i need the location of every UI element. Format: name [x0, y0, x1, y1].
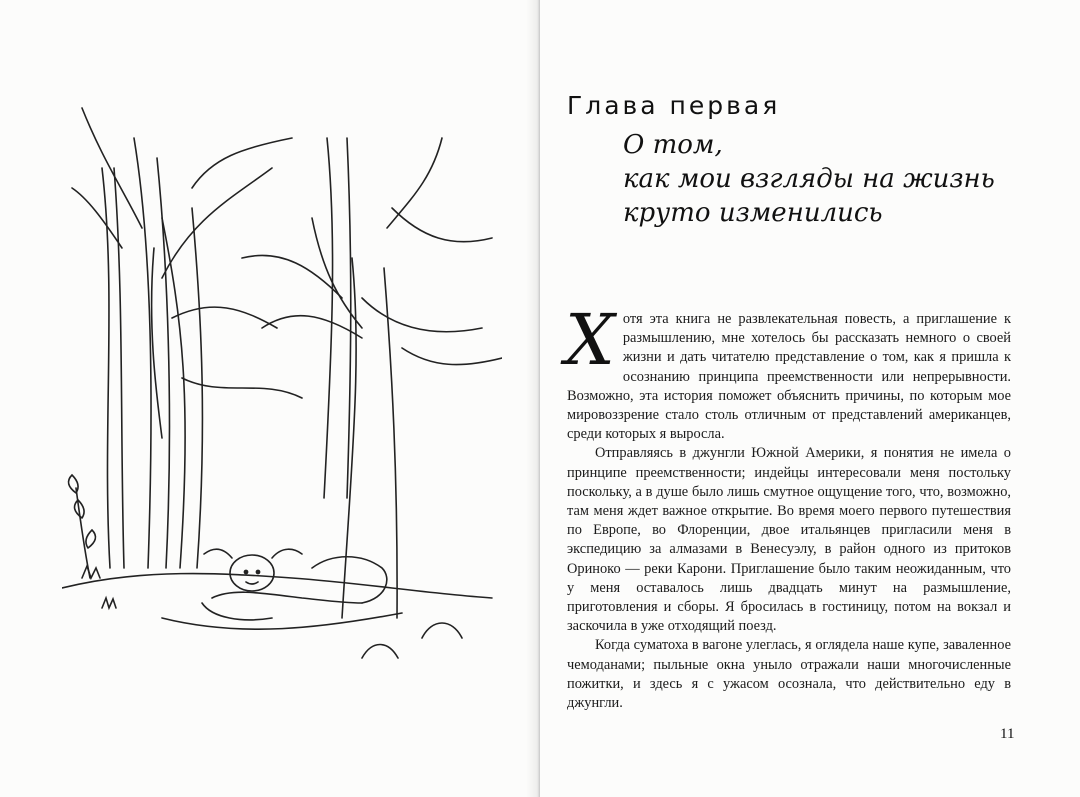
chapter-title-line: О том, — [623, 130, 723, 160]
paragraph: Когда суматоха в вагоне улеглась, я оглядела наше купе, заваленное чемоданами; пыльные окна уныло отражали наши многочисленные пожитки, и здесь я с ужасом осознала, что действительно еду в джунгли. — [567, 637, 1011, 712]
paragraph: Отправляясь в джунгли Южной Америки, я понятия не имела о принципе преемственности; индейцы интересовали меня постольку поскольку, а в душе было лишь смутное ощущение того, что, возможно, там меня ждет важное открытие. Во время моего первого путешествия по Европе, во Флоренции, двое итальянцев пригласили меня в экспедицию за алмазами в Венесуэлу, в район одного из притоков Ориноко — реки Карони. Приглашение было таким неожиданным, что у меня оставалось лишь двадцать минут на размышление, приготовления и сборы. Я бросилась в гостиницу, потом на вокзал и заскочила в уже отходящий поезд. — [567, 445, 1011, 635]
page-number: 11 — [1000, 726, 1015, 742]
forest-illustration — [62, 98, 502, 698]
drop-cap: Х — [565, 299, 615, 381]
left-page — [0, 0, 538, 797]
chapter-title — [623, 128, 995, 230]
paragraph-text: отя эта книга не развлекательная повесть, а приглашение к размышлению, мне хотелось бы рассказать немного о своей жизни и дать читателю представление о том, как я пришла к осознанию принципа преемственности или непрерывности. Возможно, эта история поможет объяснить причины, по которым мое мировоззрение стало столь отличным от представлений американцев, среди которых я выросла. — [567, 311, 1011, 443]
right-page — [540, 0, 1080, 797]
paragraph — [565, 299, 1011, 444]
chapter-body — [565, 299, 1011, 713]
chapter-title-line: как мои взгляды на жизнь — [623, 164, 995, 194]
chapter-title-line: круто изменились — [623, 198, 883, 228]
chapter-label: Глава первая — [567, 91, 781, 120]
